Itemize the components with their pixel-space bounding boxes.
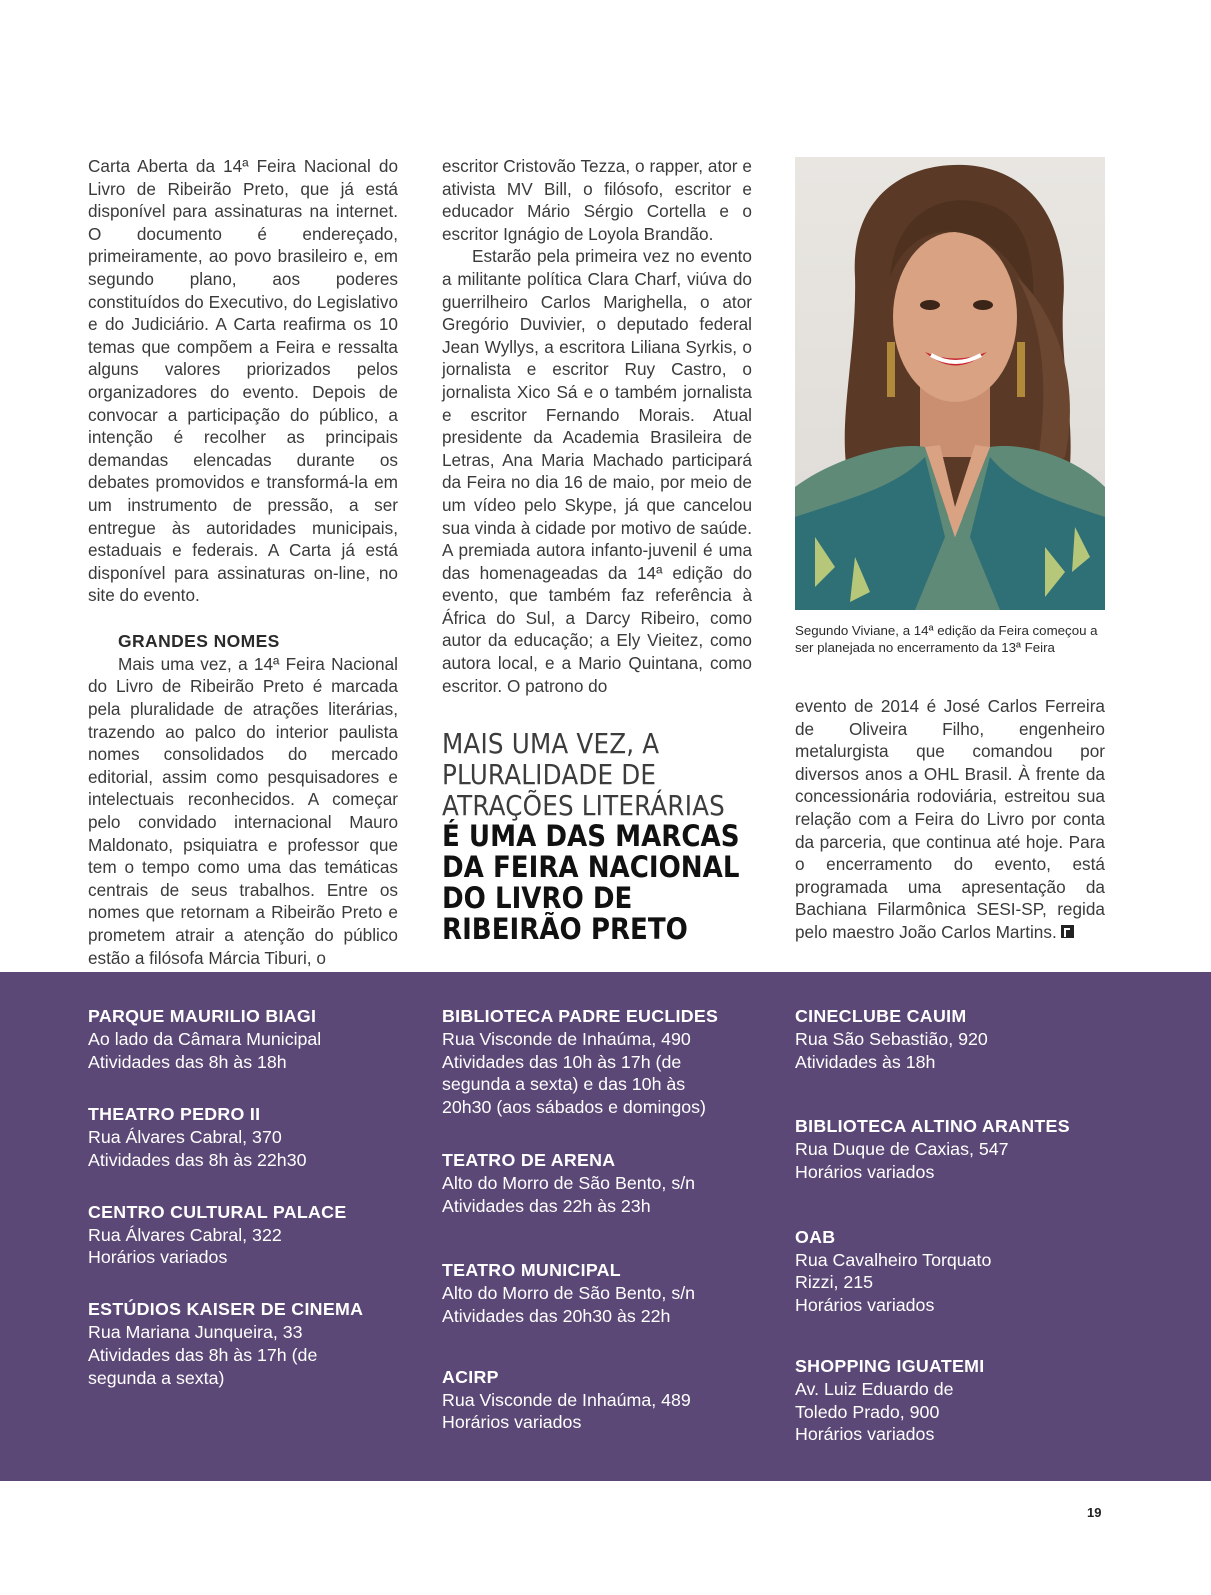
venue-item xyxy=(795,1355,1125,1446)
venue-item xyxy=(442,1366,772,1434)
portrait-illustration xyxy=(795,157,1105,610)
venue-name: BIBLIOTECA ALTINO ARANTES xyxy=(795,1116,1070,1137)
pull-quote-line: ATRAÇÕES LITERÁRIAS xyxy=(442,789,726,822)
venue-detail: Rua Álvares Cabral, 322 xyxy=(88,1224,282,1245)
article-column-3 xyxy=(795,695,1105,944)
venue-item xyxy=(88,1005,418,1073)
venue-detail: Horários variados xyxy=(88,1247,228,1268)
article-paragraph: Carta Aberta da 14ª Feira Nacional do Livro de Ribeirão Preto, que já está disponível para assinaturas na internet. O documento é endereçado, primeiramente, ao povo brasileiro e, em segundo plano, aos poderes constituídos do Executivo, do Legislativo e do Judiciário. A Carta reafirma os 10 temas que compõem a Feira e ressalta alguns valores priorizados pelos organizadores do evento. Depois de convocar a participação do público, a intenção é recolher as principais demandas elencadas durante os debates promovidos e transformá-la em um instrumento de pressão, a ser entregue às autoridades municipais, estaduais e federais. A Carta já está disponível para assinaturas on-line, no site do evento. xyxy=(88,156,398,606)
venue-detail: Rizzi, 215 xyxy=(795,1272,874,1293)
article-paragraph xyxy=(795,695,1105,944)
venue-detail: Horários variados xyxy=(795,1161,935,1182)
subheading: GRANDES NOMES xyxy=(118,630,280,651)
venue-item xyxy=(88,1103,418,1171)
venue-detail: Horários variados xyxy=(795,1424,935,1445)
article-paragraph-text: evento de 2014 é José Carlos Ferreira de Oliveira Filho, engenheiro metalurgista que comandou por diversos anos a OHL Brasil. À frente da concessionária rodoviária, estreitou sua relação com a Feira do Livro por conta da parceria, que continua até hoje. Para o encerramento do evento, está programada uma apresentação da Bachiana Filarmônica SESI-SP, regida pelo maestro João Carlos Martins. xyxy=(795,696,1105,942)
pull-quote-line: PLURALIDADE DE xyxy=(442,758,657,791)
photo-caption: Segundo Viviane, a 14ª edição da Feira começou a ser planejada no encerramento da 13ª Feira xyxy=(795,623,1098,655)
page-number: 19 xyxy=(1087,1505,1102,1520)
pull-quote-line: RIBEIRÃO PRETO xyxy=(442,912,688,946)
venue-name: SHOPPING IGUATEMI xyxy=(795,1355,985,1376)
venue-detail: Atividades das 22h às 23h xyxy=(442,1195,651,1216)
venue-detail: Atividades das 20h30 às 22h xyxy=(442,1305,671,1326)
venue-detail: Av. Luiz Eduardo de xyxy=(795,1378,954,1399)
article-column-1 xyxy=(88,155,398,969)
venue-item xyxy=(442,1005,772,1119)
venue-detail: Rua Álvares Cabral, 370 xyxy=(88,1127,282,1148)
article-paragraph: Estarão pela primeira vez no evento a militante política Clara Charf, viúva do guerrilheiro Carlos Marighella, o ator Gregório Duvivier, o deputado federal Jean Wyllys, a escritora Liliana Syrkis, o jornalista e escritor Ruy Castro, o jornalista Xico Sá e o também jornalista e escritor Fernando Morais. Atual presidente da Academia Brasileira de Letras, Ana Maria Machado participará da Feira no dia 16 de maio, por meio de um vídeo pelo Skype, já que cancelou sua vinda à cidade por motivo de saúde. A premiada autora infanto-juvenil é uma das homenageadas da 14ª edição do evento, que também faz referência à África do Sul, a Darcy Ribeiro, como autor da educação; a Ely Vieitez, como autora local, e a Mario Quintana, como escritor. O patrono do xyxy=(442,246,752,696)
pull-quote-line: DO LIVRO DE xyxy=(442,881,633,915)
venue-item xyxy=(88,1201,418,1269)
article-paragraph: Mais uma vez, a 14ª Feira Nacional do Livro de Ribeirão Preto é marcada pela pluralidade de atrações literárias, trazendo ao palco do interior paulista nomes consolidados do mercado editorial, assim como pesquisadores e intelectuais reconhecidos. A começar pelo convidado internacional Mauro Maldonato, psiquiatra e professor que tem o tempo como uma das temáticas centrais de seus trabalhos. Entre os nomes que retornam a Ribeirão Preto e prometem atrair a atenção do público estão a filósofa Márcia Tiburi, o xyxy=(88,653,398,968)
venue-detail: 20h30 (aos sábados e domingos) xyxy=(442,1097,706,1118)
venue-item xyxy=(795,1115,1125,1183)
venue-detail: Horários variados xyxy=(795,1295,935,1316)
venue-detail: Rua Visconde de Inhaúma, 490 xyxy=(442,1028,691,1049)
venue-detail: segunda a sexta) e das 10h às xyxy=(442,1074,686,1095)
venue-item xyxy=(88,1298,418,1389)
venue-name: TEATRO DE ARENA xyxy=(442,1149,616,1170)
venue-column-1 xyxy=(88,1005,418,1389)
venue-item xyxy=(442,1149,772,1217)
pull-quote xyxy=(442,728,772,945)
venue-detail: Toledo Prado, 900 xyxy=(795,1401,940,1422)
venue-item xyxy=(442,1259,772,1327)
venue-detail: segunda a sexta) xyxy=(88,1367,225,1388)
venue-detail: Horários variados xyxy=(442,1412,582,1433)
venue-detail: Atividades das 8h às 17h (de xyxy=(88,1344,318,1365)
venue-detail: Rua Visconde de Inhaúma, 489 xyxy=(442,1389,691,1410)
venue-detail: Atividades das 10h às 17h (de xyxy=(442,1051,682,1072)
pull-quote-line: MAIS UMA VEZ, A xyxy=(442,727,660,760)
venue-item xyxy=(795,1226,1125,1317)
pull-quote-line: É UMA DAS MARCAS xyxy=(442,819,740,853)
venue-detail: Alto do Morro de São Bento, s/n xyxy=(442,1172,696,1193)
article-paragraph: escritor Cristovão Tezza, o rapper, ator e ativista MV Bill, o filósofo, escritor e educador Mário Sérgio Cortella e o escritor Ignágio de Loyola Brandão. xyxy=(442,156,752,244)
venue-name: ACIRP xyxy=(442,1366,499,1387)
venue-name: PARQUE MAURILIO BIAGI xyxy=(88,1006,317,1026)
article-column-2 xyxy=(442,155,752,697)
portrait-photo xyxy=(795,157,1105,610)
venue-item xyxy=(795,1005,1125,1073)
venue-detail: Ao lado da Câmara Municipal xyxy=(88,1028,322,1049)
venue-detail: Rua Cavalheiro Torquato xyxy=(795,1249,992,1270)
venue-detail: Atividades às 18h xyxy=(795,1051,936,1072)
venue-detail: Rua Duque de Caxias, 547 xyxy=(795,1139,1009,1160)
venue-detail: Atividades das 8h às 18h xyxy=(88,1051,287,1072)
venue-name: TEATRO MUNICIPAL xyxy=(442,1260,621,1281)
venue-name: BIBLIOTECA PADRE EUCLIDES xyxy=(442,1006,719,1026)
pull-quote-line: DA FEIRA NACIONAL xyxy=(442,850,740,884)
venue-column-3 xyxy=(795,1005,1125,1446)
venue-name: CINECLUBE CAUIM xyxy=(795,1006,967,1026)
venue-detail: Rua Mariana Junqueira, 33 xyxy=(88,1321,303,1342)
end-of-article-icon xyxy=(1061,925,1074,938)
venue-name: THEATRO PEDRO II xyxy=(88,1104,261,1125)
venue-detail: Atividades das 8h às 22h30 xyxy=(88,1149,307,1170)
venue-name: ESTÚDIOS KAISER DE CINEMA xyxy=(88,1299,364,1320)
venue-detail: Alto do Morro de São Bento, s/n xyxy=(442,1283,696,1304)
venue-name: CENTRO CULTURAL PALACE xyxy=(88,1201,347,1222)
venue-detail: Rua São Sebastião, 920 xyxy=(795,1028,988,1049)
venue-name: OAB xyxy=(795,1226,836,1247)
venue-column-2 xyxy=(442,1005,772,1434)
